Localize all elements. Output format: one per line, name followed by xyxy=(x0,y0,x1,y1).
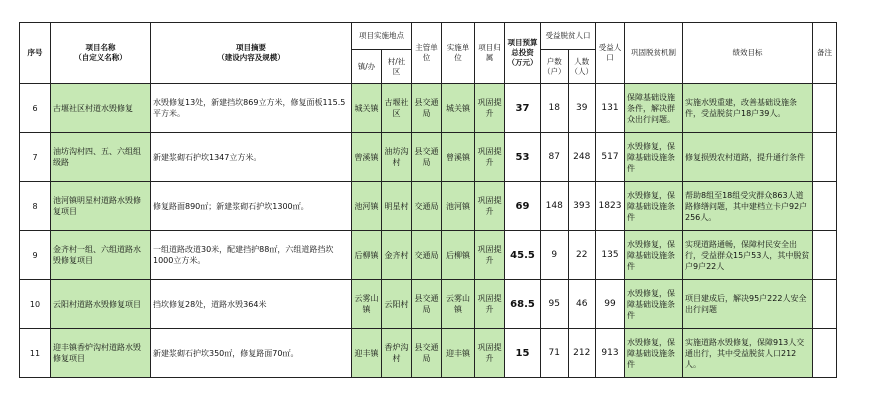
cell-dept: 县交通局 xyxy=(412,280,442,329)
cell-persons: 393 xyxy=(568,182,596,231)
cell-category: 巩固提升 xyxy=(475,182,505,231)
cell-category: 巩固提升 xyxy=(475,231,505,280)
cell-households: 87 xyxy=(541,133,569,182)
cell-project-name: 池河镇明星村道路水毁修复项目 xyxy=(51,182,151,231)
cell-seq: 8 xyxy=(20,182,51,231)
cell-budget: 45.5 xyxy=(505,231,541,280)
cell-note xyxy=(813,182,837,231)
cell-village: 油坊沟村 xyxy=(382,133,412,182)
cell-dept: 县交通局 xyxy=(412,329,442,378)
cell-note xyxy=(813,84,837,133)
cell-budget: 68.5 xyxy=(505,280,541,329)
table-body xyxy=(20,84,837,378)
table-row xyxy=(20,133,837,182)
cell-households: 9 xyxy=(541,231,569,280)
table-row xyxy=(20,280,837,329)
cell-project-summary: 挡坎修复28处，道路水毁364米 xyxy=(151,280,352,329)
cell-target: 项目建成后，解决95户222人安全出行问题 xyxy=(683,280,813,329)
cell-project-name: 古堰社区村道水毁修复 xyxy=(51,84,151,133)
cell-project-name: 油坊沟村四、五、六组组级路 xyxy=(51,133,151,182)
header-beneficiaries: 受益脱贫人口 xyxy=(541,23,596,50)
cell-dept: 县交通局 xyxy=(412,133,442,182)
header-category: 项目归属 xyxy=(475,23,505,84)
header-location: 项目实施地点 xyxy=(352,23,412,50)
cell-total-benefit: 99 xyxy=(596,280,625,329)
header-budget: 项目预算总投资（万元） xyxy=(505,23,541,84)
cell-impl: 城关镇 xyxy=(442,84,475,133)
table-row xyxy=(20,231,837,280)
cell-target: 实施水毁重建，改善基础设施条件，受益脱贫户18户39人。 xyxy=(683,84,813,133)
cell-seq: 10 xyxy=(20,280,51,329)
cell-project-summary: 一组道路改道30米，配建挡护88㎡，六组道路挡坎1000立方米。 xyxy=(151,231,352,280)
cell-note xyxy=(813,231,837,280)
cell-dept: 交通局 xyxy=(412,182,442,231)
table-row xyxy=(20,329,837,378)
cell-persons: 39 xyxy=(568,84,596,133)
cell-dept: 交通局 xyxy=(412,231,442,280)
cell-town: 云雾山镇 xyxy=(352,280,382,329)
cell-project-summary: 修复路面890㎡；新建浆砌石护坎1300㎡。 xyxy=(151,182,352,231)
cell-category: 巩固提升 xyxy=(475,133,505,182)
header-mechanism: 巩固脱贫机制 xyxy=(625,23,683,84)
cell-target: 实现道路通畅，保障村民安全出行，受益群众15户53人，其中脱贫户9户22人 xyxy=(683,231,813,280)
cell-budget: 37 xyxy=(505,84,541,133)
cell-seq: 7 xyxy=(20,133,51,182)
cell-impl: 云雾山镇 xyxy=(442,280,475,329)
cell-category: 巩固提升 xyxy=(475,84,505,133)
cell-impl: 池河镇 xyxy=(442,182,475,231)
cell-village: 明星村 xyxy=(382,182,412,231)
header-dept: 主管单位 xyxy=(412,23,442,84)
header-households: 户数（户） xyxy=(541,50,569,84)
header-total-benefit: 受益人口 xyxy=(596,23,625,84)
cell-persons: 248 xyxy=(568,133,596,182)
header-impl: 实施单位 xyxy=(442,23,475,84)
cell-project-summary: 水毁修复13处，新建挡坎869立方米，修复面板115.5平方米。 xyxy=(151,84,352,133)
table-header xyxy=(20,23,837,84)
cell-project-name: 云阳村道路水毁修复项目 xyxy=(51,280,151,329)
cell-village: 古堰社区 xyxy=(382,84,412,133)
cell-town: 后柳镇 xyxy=(352,231,382,280)
header-persons: 人数（人） xyxy=(568,50,596,84)
cell-persons: 22 xyxy=(568,231,596,280)
cell-village: 云阳村 xyxy=(382,280,412,329)
cell-impl: 迎丰镇 xyxy=(442,329,475,378)
cell-total-benefit: 1823 xyxy=(596,182,625,231)
cell-households: 95 xyxy=(541,280,569,329)
cell-total-benefit: 913 xyxy=(596,329,625,378)
cell-total-benefit: 517 xyxy=(596,133,625,182)
header-target: 绩效目标 xyxy=(683,23,813,84)
cell-households: 148 xyxy=(541,182,569,231)
cell-project-summary: 新建浆砌石护坎1347立方米。 xyxy=(151,133,352,182)
cell-note xyxy=(813,133,837,182)
cell-town: 城关镇 xyxy=(352,84,382,133)
table-row xyxy=(20,84,837,133)
cell-category: 巩固提升 xyxy=(475,329,505,378)
cell-town: 迎丰镇 xyxy=(352,329,382,378)
cell-impl: 曾溪镇 xyxy=(442,133,475,182)
header-project-name: 项目名称 （自定义名称） xyxy=(51,23,151,84)
cell-mechanism: 水毁修复，保障基础设施条件 xyxy=(625,280,683,329)
cell-dept: 县交通局 xyxy=(412,84,442,133)
cell-persons: 212 xyxy=(568,329,596,378)
cell-target: 修复损毁农村道路，提升通行条件 xyxy=(683,133,813,182)
cell-total-benefit: 135 xyxy=(596,231,625,280)
cell-mechanism: 水毁修复，保障基础设施条件 xyxy=(625,329,683,378)
cell-persons: 46 xyxy=(568,280,596,329)
header-village: 村/社区 xyxy=(382,50,412,84)
cell-target: 帮助8组至18组受灾群众863人道路修缮问题，其中建档立卡户92户256人。 xyxy=(683,182,813,231)
cell-seq: 9 xyxy=(20,231,51,280)
cell-impl: 后柳镇 xyxy=(442,231,475,280)
cell-budget: 53 xyxy=(505,133,541,182)
cell-project-name: 迎丰镇香炉沟村道路水毁修复项目 xyxy=(51,329,151,378)
cell-town: 池河镇 xyxy=(352,182,382,231)
cell-mechanism: 水毁修复，保障基础设施条件 xyxy=(625,182,683,231)
cell-seq: 6 xyxy=(20,84,51,133)
cell-project-summary: 新建浆砌石护坎350㎡，修复路面70㎡。 xyxy=(151,329,352,378)
cell-households: 71 xyxy=(541,329,569,378)
cell-note xyxy=(813,280,837,329)
cell-mechanism: 水毁修复，保障基础设施条件 xyxy=(625,133,683,182)
cell-mechanism: 水毁修复，保障基础设施条件 xyxy=(625,231,683,280)
cell-village: 金齐村 xyxy=(382,231,412,280)
cell-seq: 11 xyxy=(20,329,51,378)
project-table xyxy=(19,22,837,378)
cell-budget: 69 xyxy=(505,182,541,231)
cell-households: 18 xyxy=(541,84,569,133)
cell-total-benefit: 131 xyxy=(596,84,625,133)
cell-mechanism: 保障基础设施条件，解决群众出行问题。 xyxy=(625,84,683,133)
header-seq: 序号 xyxy=(20,23,51,84)
header-note: 备注 xyxy=(813,23,837,84)
cell-category: 巩固提升 xyxy=(475,280,505,329)
header-town: 镇/办 xyxy=(352,50,382,84)
table-row xyxy=(20,182,837,231)
cell-target: 实施道路水毁修复，保障913人交通出行，其中受益脱贫人口212人。 xyxy=(683,329,813,378)
cell-project-name: 金齐村一组、六组道路水毁修复项目 xyxy=(51,231,151,280)
cell-town: 曾溪镇 xyxy=(352,133,382,182)
cell-budget: 15 xyxy=(505,329,541,378)
cell-note xyxy=(813,329,837,378)
cell-village: 香炉沟村 xyxy=(382,329,412,378)
header-project-summary: 项目摘要 （建设内容及规模） xyxy=(151,23,352,84)
